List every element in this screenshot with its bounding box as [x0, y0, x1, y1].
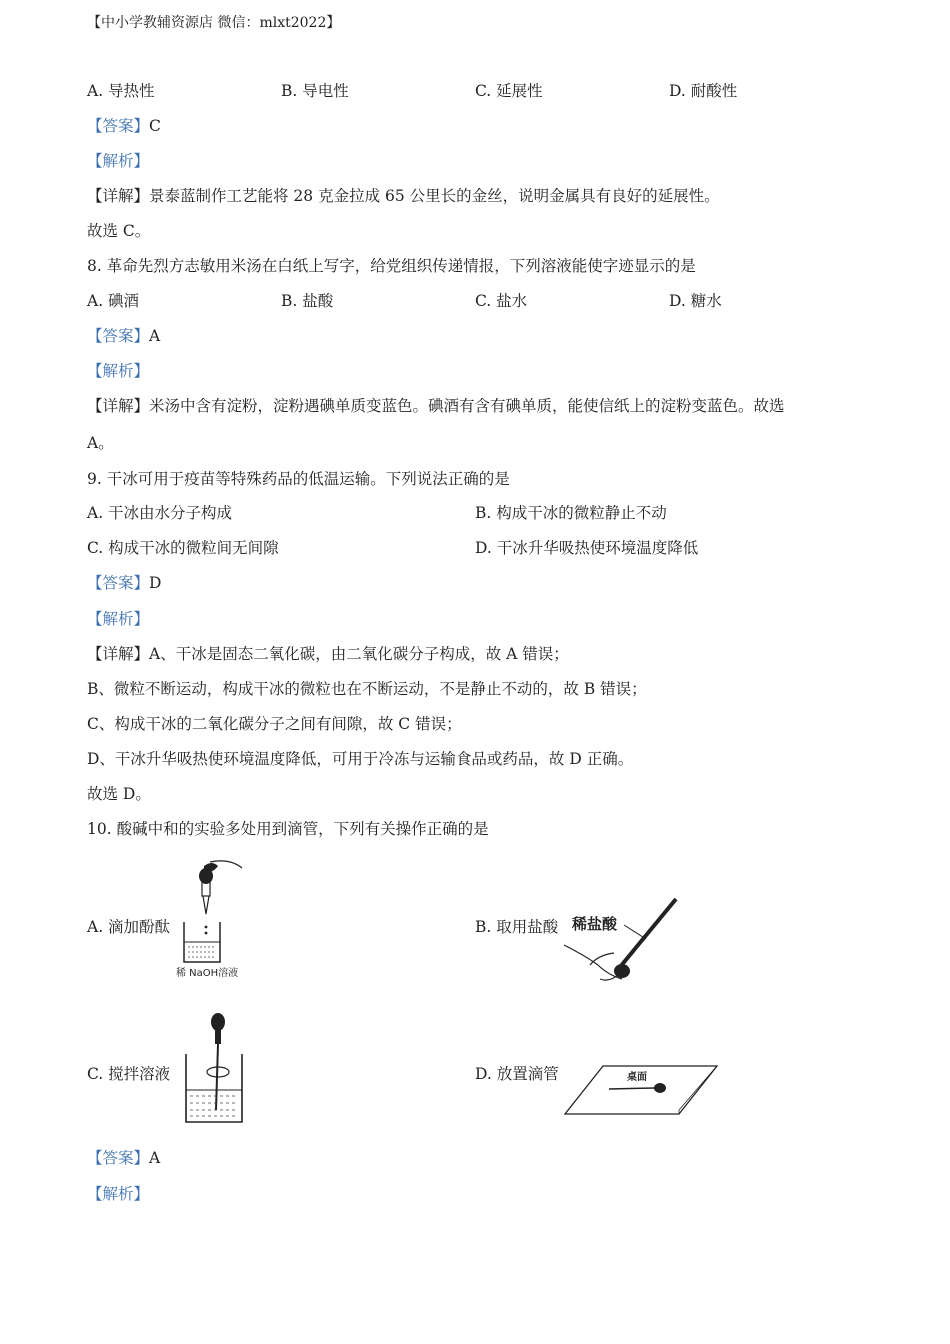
q8-answer: [87, 326, 160, 346]
q9-option-c: C. 构成干冰的微粒间无间隙: [87, 539, 279, 557]
q10-stem: 10. 酸碱中和的实验多处用到滴管，下列有关操作正确的是: [87, 820, 489, 838]
answer-tag: 【答案】: [87, 1149, 150, 1167]
answer-tag: 【答案】: [87, 574, 150, 592]
q7-answer: [87, 116, 161, 136]
figure-c-stirring-beaker: [180, 1012, 250, 1127]
q7-detail: 【详解】景泰蓝制作工艺能将 28 克金拉成 65 公里长的金丝，说明金属具有良好的延展性。: [87, 187, 720, 205]
answer-value: D: [149, 574, 162, 592]
q9-detail-line: B、微粒不断运动，构成干冰的微粒也在不断运动，不是静止不动的，故 B 错误；: [87, 680, 647, 698]
answer-value: A: [149, 1149, 161, 1167]
q10-option-b: B. 取用盐酸: [475, 918, 559, 936]
q10-answer: [87, 1148, 160, 1168]
q7-option-a: A. 导热性: [87, 82, 155, 100]
q9-option-d: D. 干冰升华吸热使环境温度降低: [475, 539, 699, 557]
q8-detail-line2: A。: [87, 434, 114, 452]
answer-value: A: [149, 327, 161, 345]
figure-a-dropper-beaker: [170, 856, 250, 982]
q9-analysis-tag: 【解析】: [87, 610, 150, 628]
q8-detail-line1: 【详解】米汤中含有淀粉，淀粉遇碘单质变蓝色。碘酒有含有碘单质，能使信纸上的淀粉变蓝色。故选: [87, 397, 785, 415]
figure-b-label: 稀盐酸: [572, 915, 618, 933]
q8-option-b: B. 盐酸: [281, 292, 334, 310]
q8-stem: 8. 革命先烈方志敏用米汤在白纸上写字，给党组织传递情报，下列溶液能使字迹显示的是: [87, 257, 696, 275]
q8-analysis-tag: 【解析】: [87, 362, 150, 380]
q10-option-c: C. 搅拌溶液: [87, 1065, 171, 1083]
q8-option-d: D. 糖水: [669, 292, 722, 310]
q7-option-d: D. 耐酸性: [669, 82, 738, 100]
answer-tag: 【答案】: [87, 327, 150, 345]
q9-detail-line: 【详解】A、干冰是固态二氧化碳，由二氧化碳分子构成，故 A 错误；: [87, 645, 569, 663]
q10-analysis-tag: 【解析】: [87, 1185, 150, 1203]
q9-conclusion: 故选 D。: [87, 785, 151, 803]
figure-b-dropper-hand: [560, 895, 685, 987]
q7-conclusion: 故选 C。: [87, 222, 151, 240]
figure-d-label: 桌面: [627, 1072, 647, 1083]
q9-answer: [87, 573, 161, 593]
q9-detail-line: C、构成干冰的二氧化碳分子之间有间隙，故 C 错误；: [87, 715, 462, 733]
q7-analysis-tag: 【解析】: [87, 152, 150, 170]
q9-stem: 9. 干冰可用于疫苗等特殊药品的低温运输。下列说法正确的是: [87, 470, 510, 488]
q9-detail-line: D、干冰升华吸热使环境温度降低，可用于冷冻与运输食品或药品，故 D 正确。: [87, 750, 634, 768]
q9-option-a: A. 干冰由水分子构成: [87, 504, 233, 522]
answer-value: C: [149, 117, 161, 135]
q8-option-a: A. 碘酒: [87, 292, 140, 310]
q7-option-c: C. 延展性: [475, 82, 543, 100]
figure-a-label: 稀 NaOH溶液: [176, 968, 239, 979]
q9-option-b: B. 构成干冰的微粒静止不动: [475, 504, 667, 522]
figure-d-dropper-table: [563, 1062, 721, 1118]
q7-option-b: B. 导电性: [281, 82, 349, 100]
q10-option-a: A. 滴加酚酞: [87, 918, 171, 936]
q10-option-d: D. 放置滴管: [475, 1065, 559, 1083]
q8-option-c: C. 盐水: [475, 292, 528, 310]
answer-tag: 【答案】: [87, 117, 150, 135]
page-header: 【中小学教辅资源店 微信：mlxt2022】: [87, 15, 341, 31]
